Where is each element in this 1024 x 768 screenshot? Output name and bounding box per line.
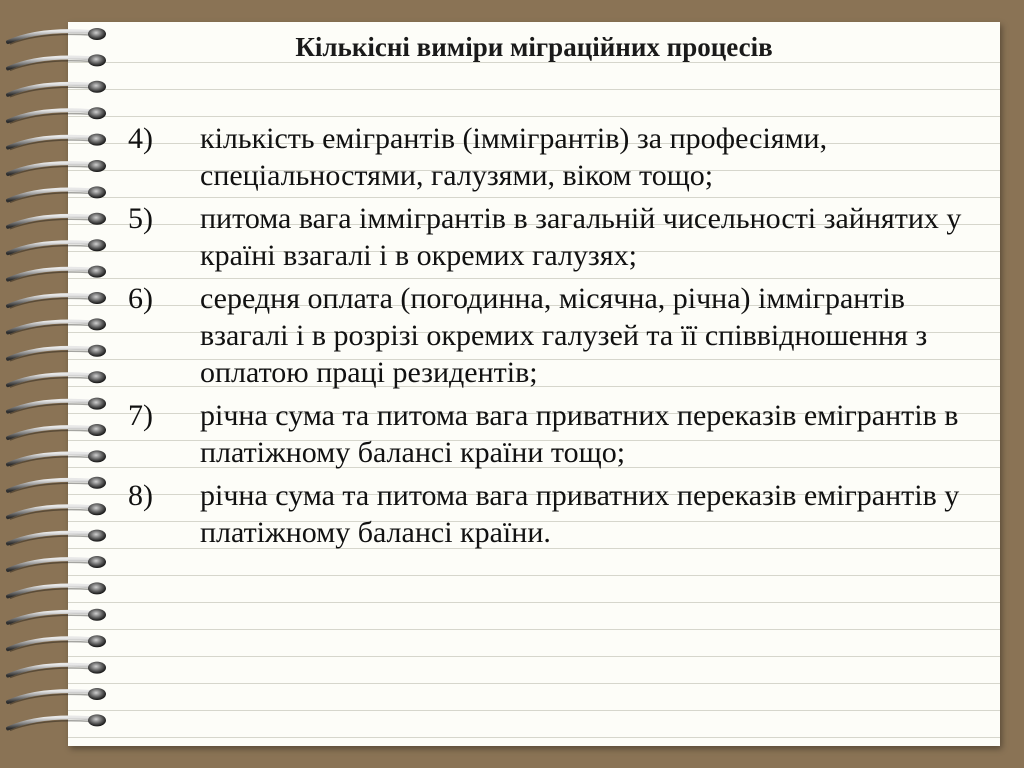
- spiral-coil: [8, 107, 106, 123]
- item-number: 5): [128, 202, 153, 235]
- spiral-binding-icon: [0, 22, 110, 746]
- spiral-coil: [8, 450, 106, 466]
- item-number: 4): [128, 122, 153, 155]
- list-item: [128, 477, 988, 551]
- item-text: річна сума та питома вага приватних переказів емігрантів у платіжному балансі країни.: [200, 479, 960, 549]
- spiral-coil: [8, 714, 106, 730]
- list-item: [128, 120, 988, 194]
- spiral-coil: [8, 345, 106, 361]
- spiral-coil: [8, 503, 106, 519]
- spiral-coil: [8, 160, 106, 176]
- item-text: річна сума та питома вага приватних переказів емігрантів в платіжному балансі країни тощо;: [200, 399, 959, 469]
- page-title: Кількісні виміри міграційних процесів: [295, 32, 773, 62]
- item-text: питома вага іммігрантів в загальній чисельності зайнятих у країні взагалі і в окремих галузях;: [200, 202, 962, 272]
- spiral-coil: [8, 134, 106, 150]
- spiral-coil: [8, 635, 106, 651]
- numbered-list: [128, 120, 988, 557]
- spiral-coil: [8, 424, 106, 440]
- item-text: середня оплата (погодинна, місячна, річна) іммігрантів взагалі і в розрізі окремих галузей та її співвідношення з оплатою праці резидентів;: [200, 282, 928, 389]
- list-item: [128, 397, 988, 471]
- spiral-coil: [8, 318, 106, 334]
- spiral-coil: [8, 530, 106, 546]
- spiral-coil: [8, 556, 106, 572]
- spiral-coil: [8, 186, 106, 202]
- item-number: 6): [128, 282, 153, 315]
- item-number: 8): [128, 479, 153, 512]
- spiral-coil: [8, 398, 106, 414]
- spiral-coil: [8, 213, 106, 229]
- list-item: [128, 280, 988, 391]
- spiral-coil: [8, 81, 106, 97]
- item-text: кількість емігрантів (іммігрантів) за професіями, спеціальностями, галузями, віком тощо;: [200, 122, 828, 192]
- spiral-coil: [8, 239, 106, 255]
- spiral-coil: [8, 292, 106, 308]
- list-item: [128, 200, 988, 274]
- spiral-coil: [8, 609, 106, 625]
- spiral-coil: [8, 477, 106, 493]
- spiral-coil: [8, 688, 106, 704]
- item-number: 7): [128, 399, 153, 432]
- spiral-coil: [8, 371, 106, 387]
- spiral-coil: [8, 266, 106, 282]
- spiral-coil: [8, 582, 106, 598]
- spiral-coil: [8, 662, 106, 678]
